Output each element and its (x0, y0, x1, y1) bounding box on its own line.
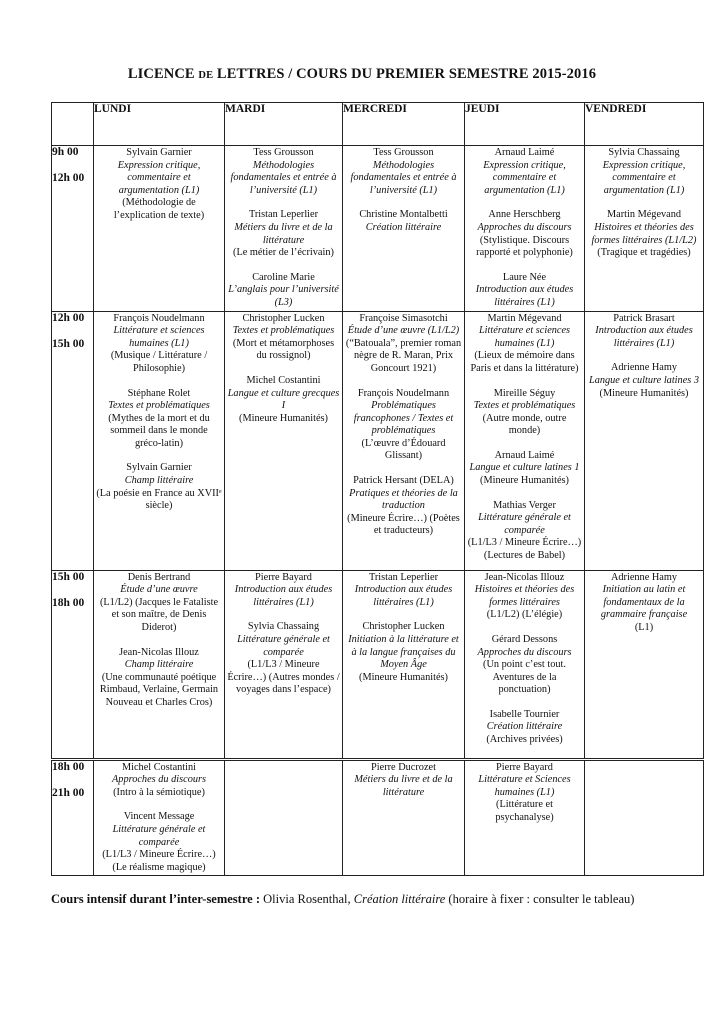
course-entry (345, 621, 462, 684)
course-title: Expression critique, commentaire et argumentation (L1) (483, 159, 566, 196)
course-note: (Le métier de l’écrivain) (233, 247, 334, 259)
day-cell-mercredi (343, 570, 465, 759)
day-cell-jeudi (465, 570, 585, 759)
course-note: (L’œuvre d’Édouard Glissant) (361, 437, 446, 462)
course-entry (96, 313, 222, 376)
time-slot-row (52, 570, 704, 759)
slot-end-time: 12h 00 (52, 172, 85, 184)
course-note: (Mort et métamorphoses du rossignol) (232, 337, 335, 362)
course-title: Littérature et Sciences humaines (L1) (478, 774, 571, 798)
course-title: Textes et problématiques (232, 325, 335, 337)
course-title: Approches du discours (477, 646, 572, 658)
course-note: (Mineure Humanités) (359, 671, 448, 683)
time-slot-row (52, 759, 704, 876)
course-note: (Musique / Littérature / Philosophie) (110, 350, 208, 374)
time-slot-row (52, 311, 704, 570)
course-title: Méthodologies fondamentales et entrée à l’université (L1) (350, 159, 457, 196)
time-slot-cell (52, 311, 94, 570)
corner-cell (52, 103, 94, 146)
course-entry (96, 647, 222, 710)
course-entry (587, 209, 701, 259)
teacher-name: Martin Mégevand (606, 209, 682, 221)
day-cell-vendredi (585, 759, 704, 876)
course-note: (L1/L3 / Mineure Écrire…) (Le réalisme magique) (102, 849, 216, 873)
day-cell-jeudi (465, 759, 585, 876)
course-entry (227, 209, 340, 259)
teacher-name: Christopher Lucken (242, 312, 325, 324)
teacher-name: Adrienne Hamy (610, 362, 678, 374)
day-header-vendredi: VENDREDI (585, 103, 704, 146)
course-title: Langue et culture latines 1 (469, 462, 580, 474)
course-title: Champ littéraire (124, 659, 194, 671)
course-title: Métiers du livre et de la littérature (234, 221, 333, 246)
intensive-course-rest: (horaire à fixer : consulter le tableau) (445, 892, 635, 906)
course-note: (L1/L2) (Jacques le Fataliste et son maître, de Denis Diderot) (99, 596, 219, 633)
course-title: Textes et problématiques (473, 400, 576, 412)
slot-start-time: 9h 00 (52, 146, 79, 158)
course-entry (345, 572, 462, 610)
course-title: Littérature et sciences humaines (L1) (478, 325, 571, 349)
course-note: (Littérature et psychanalyse) (495, 799, 554, 823)
course-note: (Archives privées) (486, 734, 563, 746)
course-entry (96, 572, 222, 635)
course-note: (Un point c’est tout. Aventures de la ponctuation) (483, 659, 566, 696)
day-header-jeudi: JEUDI (465, 103, 585, 146)
course-note: (Mineure Écrire…) (Poètes et traducteurs) (347, 512, 460, 537)
day-cell-lundi (94, 570, 225, 759)
teacher-name: Patrick Hersant (DELA) (353, 475, 454, 487)
day-header-mardi: MARDI (225, 103, 343, 146)
slot-start-time: 12h 00 (52, 311, 85, 324)
course-entry (467, 634, 582, 697)
course-entry (345, 209, 462, 234)
day-cell-jeudi (465, 311, 585, 570)
course-entry (96, 762, 222, 800)
teacher-name: Jean-Nicolas Illouz (119, 646, 199, 658)
teacher-name: Michel Costantini (246, 374, 321, 386)
intensive-course-teacher: Olivia Rosenthal, (260, 892, 354, 906)
day-cell-jeudi (465, 146, 585, 312)
course-entry (467, 388, 582, 438)
day-cell-lundi (94, 311, 225, 570)
teacher-name: Pierre Bayard (496, 761, 553, 773)
course-title: Littérature et sciences humaines (L1) (113, 325, 205, 349)
course-entry (345, 762, 462, 800)
course-note: (Mineure Humanités) (599, 387, 689, 399)
course-entry (227, 572, 340, 610)
teacher-name: Tess Grousson (373, 147, 434, 158)
teacher-name: François Noudelmann (113, 312, 205, 324)
day-header-lundi: LUNDI (94, 103, 225, 146)
teacher-name: Adrienne Hamy (610, 571, 678, 583)
teacher-name: François Noudelmann (357, 387, 450, 399)
course-entry (345, 313, 462, 376)
course-note: (La poésie en France au XVIIᵉ siècle) (96, 487, 222, 512)
teacher-name: Pierre Bayard (255, 571, 312, 583)
course-title: Histoires et théories des formes littéraires (L1/L2) (591, 221, 697, 246)
slot-end-time: 15h 00 (52, 337, 85, 350)
course-note: (L1/L3 / Mineure Écrire…) (Autres mondes / voyages dans l’espace) (227, 659, 340, 696)
day-cell-vendredi (585, 570, 704, 759)
teacher-name: Sylvia Chassaing (247, 621, 320, 633)
course-entry (587, 147, 701, 197)
course-entry (467, 762, 582, 825)
course-entry (467, 500, 582, 563)
course-title: Problématiques francophones / Textes et problématiques (353, 400, 454, 437)
day-cell-lundi (94, 759, 225, 876)
day-cell-mardi (225, 570, 343, 759)
teacher-name: Sylvia Chassaing (608, 147, 680, 158)
course-entry (587, 362, 701, 400)
course-entry (587, 313, 701, 351)
course-title: Langue et culture grecques I (227, 387, 340, 412)
course-entry (227, 621, 340, 697)
time-slot-cell (52, 146, 94, 312)
teacher-name: Laure Née (502, 271, 547, 283)
course-title: Approches du discours (112, 774, 206, 786)
time-slot-row (52, 146, 704, 312)
course-note: (Méthodologie de l’explication de texte) (113, 197, 205, 221)
course-note: (L1/L3 / Mineure Écrire…) (Lectures de Babel) (467, 537, 582, 562)
course-note: (Tragique et tragédies) (597, 247, 691, 259)
day-cell-lundi (94, 146, 225, 312)
course-entry (96, 388, 222, 451)
course-title: Histoires et théories des formes littéraires (474, 584, 575, 608)
teacher-name: Mireille Séguy (493, 387, 556, 399)
course-title: Champ littéraire (124, 475, 194, 487)
day-cell-mardi (225, 146, 343, 312)
teacher-name: Gérard Dessons (491, 633, 558, 645)
teacher-name: Isabelle Tournier (489, 708, 560, 720)
course-title: Introduction aux études littéraires (L1) (595, 325, 693, 349)
course-note: (“Batouala”, premier roman nègre de R. Maran, Prix Goncourt 1921) (345, 337, 462, 374)
course-entry (96, 147, 222, 223)
teacher-name: Tess Grousson (253, 147, 314, 158)
course-title: Textes et problématiques (108, 400, 210, 412)
course-title: Méthodologies fondamentales et entrée à l’université (L1) (230, 159, 337, 196)
teacher-name: Michel Costantini (121, 761, 197, 773)
teacher-name: Martin Mégevand (487, 312, 562, 324)
course-title: Étude d’une œuvre (L1/L2) (347, 325, 460, 337)
course-note: (Lieux de mémoire dans Paris et dans la littérature) (470, 350, 579, 374)
course-entry (467, 450, 582, 488)
course-entry (227, 375, 340, 425)
day-cell-mercredi (343, 146, 465, 312)
schedule-table (51, 102, 704, 876)
day-cell-mercredi (343, 311, 465, 570)
course-note: (Autre monde, outre monde) (482, 412, 567, 437)
teacher-name: Jean-Nicolas Illouz (484, 571, 565, 583)
day-header-mercredi: MERCREDI (343, 103, 465, 146)
course-note: (Mythes de la mort et du sommeil dans le monde gréco-latin) (108, 412, 210, 449)
course-title: Introduction aux études littéraires (L1) (475, 284, 574, 308)
course-note: (Intro à la sémiotique) (113, 786, 205, 798)
course-title: Expression critique, commentaire et argumentation (L1) (117, 159, 201, 196)
course-entry (227, 313, 340, 363)
slot-start-time: 18h 00 (52, 760, 85, 773)
page-title: LICENCE DE LETTRES / COURS DU PREMIER SEMESTRE 2015-2016 (127, 66, 597, 82)
course-entry (467, 209, 582, 259)
course-entry (467, 272, 582, 310)
teacher-name: Arnaud Laimé (494, 147, 555, 158)
course-entry (227, 147, 340, 197)
teacher-name: Christine Montalbetti (359, 209, 448, 221)
day-cell-vendredi (585, 146, 704, 312)
teacher-name: Stéphane Rolet (127, 387, 191, 399)
time-slot-cell (52, 570, 94, 759)
course-note: (Mineure Humanités) (239, 412, 328, 424)
slot-end-time: 18h 00 (52, 596, 85, 609)
intensive-course-title: Création littéraire (353, 892, 446, 906)
time-slot-cell (52, 759, 94, 876)
teacher-name: Pierre Ducrozet (371, 761, 436, 773)
course-title: Langue et culture latines 3 (588, 374, 699, 386)
intensive-course-note (51, 892, 711, 907)
teacher-name: Tristan Leperlier (368, 571, 439, 583)
course-title: Étude d’une œuvre (120, 584, 198, 596)
teacher-name: Christopher Lucken (362, 621, 445, 633)
header-row (52, 103, 704, 146)
course-note: (Stylistique. Discours rapporté et polyphonie) (476, 234, 573, 259)
day-cell-mercredi (343, 759, 465, 876)
slot-start-time: 15h 00 (52, 570, 85, 583)
teacher-name: Patrick Brasart (613, 312, 675, 324)
teacher-name: Françoise Simasotchi (359, 312, 448, 324)
course-entry (227, 272, 340, 310)
course-entry (467, 572, 582, 622)
course-title: Approches du discours (477, 221, 572, 233)
course-note: (L1) (634, 621, 654, 633)
teacher-name: Caroline Marie (252, 271, 315, 283)
teacher-name: Denis Bertrand (127, 571, 191, 583)
intensive-course-label: Cours intensif durant l’inter-semestre : (51, 892, 260, 906)
course-title: Pratiques et théories de la traduction (349, 487, 458, 512)
course-entry (587, 572, 701, 635)
course-title: Métiers du livre et de la littérature (354, 774, 453, 798)
course-title: Création littéraire (365, 221, 442, 233)
course-title: Initiation à la littérature et à la langue françaises du Moyen Âge (348, 633, 459, 671)
course-entry (345, 388, 462, 464)
course-entry (345, 147, 462, 197)
course-entry (467, 147, 582, 197)
course-title: L’anglais pour l’université (L3) (228, 284, 339, 308)
teacher-name: Mathias Verger (493, 499, 556, 511)
course-entry (96, 811, 222, 874)
course-note: (L1/L2) (L’élégie) (486, 609, 563, 621)
teacher-name: Sylvain Garnier (126, 147, 192, 158)
day-cell-vendredi (585, 311, 704, 570)
slot-end-time: 21h 00 (52, 786, 85, 799)
course-title: Introduction aux études littéraires (L1) (234, 584, 333, 608)
teacher-name: Vincent Message (123, 811, 195, 823)
course-title: Littérature générale et comparée (237, 633, 330, 658)
day-cell-mardi (225, 759, 343, 876)
day-cell-mardi (225, 311, 343, 570)
teacher-name: Anne Herschberg (488, 209, 561, 221)
course-title: Création littéraire (486, 721, 563, 733)
course-note: (Une communauté poétique Rimbaud, Verlaine, Germain Nouveau et Charles Cros) (99, 671, 219, 708)
teacher-name: Tristan Leperlier (248, 209, 319, 221)
course-note: (Mineure Humanités) (480, 475, 569, 487)
course-title: Littérature générale et comparée (478, 512, 571, 536)
course-entry (467, 709, 582, 747)
course-title: Expression critique, commentaire et argumentation (L1) (602, 159, 686, 196)
course-entry (345, 475, 462, 538)
course-entry (467, 313, 582, 376)
teacher-name: Arnaud Laimé (494, 449, 555, 461)
teacher-name: Sylvain Garnier (126, 462, 192, 474)
course-title: Littérature générale et comparée (112, 823, 206, 848)
course-title: Introduction aux études littéraires (L1) (354, 584, 453, 608)
course-title: Initiation au latin et fondamentaux de la grammaire française (600, 584, 688, 621)
course-entry (96, 462, 222, 512)
